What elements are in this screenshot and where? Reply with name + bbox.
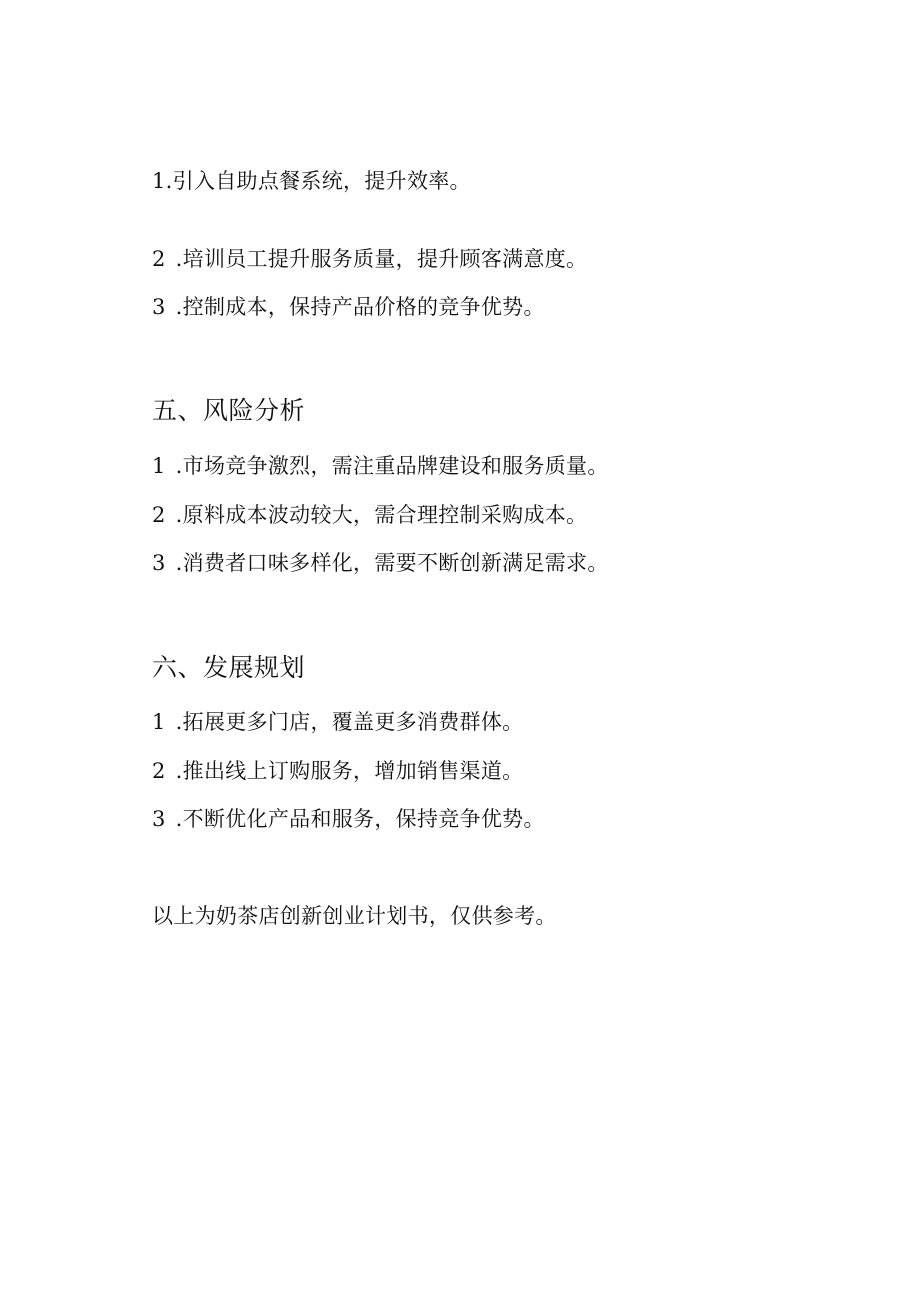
list-item-separator: . — [175, 710, 183, 734]
list-item — [152, 806, 545, 832]
section-heading-development-plan: 六、发展规划 — [152, 653, 306, 682]
list-item-number: 1. — [152, 169, 173, 193]
list-item — [152, 294, 545, 320]
list-item-text: 控制成本，保持产品价格的竞争优势。 — [182, 295, 545, 319]
list-item — [152, 453, 609, 479]
list-item-text: 市场竞争激烈，需注重品牌建设和服务质量。 — [182, 454, 609, 478]
list-item-number: 3 — [152, 295, 166, 319]
list-item-text: 原料成本波动较大，需合理控制采购成本。 — [182, 503, 588, 527]
list-item — [152, 502, 587, 528]
list-item-text: 培训员工提升服务质量，提升顾客满意度。 — [182, 247, 588, 271]
list-item-separator: . — [175, 807, 183, 831]
list-item-separator: . — [175, 454, 183, 478]
list-item-number: 3 — [152, 551, 166, 575]
list-item-text: 消费者口味多样化，需要不断创新满足需求。 — [182, 551, 609, 575]
list-item-separator: . — [175, 551, 183, 575]
list-item-text: 推出线上订购服务，增加销售渠道。 — [182, 759, 524, 783]
list-item — [152, 168, 471, 194]
list-item-number: 2 — [152, 503, 166, 527]
list-item — [152, 758, 523, 784]
list-item — [152, 709, 523, 735]
list-item-separator: . — [175, 247, 183, 271]
list-item-separator: . — [175, 759, 183, 783]
list-item — [152, 550, 609, 576]
list-item-number: 1 — [152, 710, 166, 734]
closing-paragraph: 以上为奶茶店创新创业计划书，仅供参考。 — [152, 904, 557, 928]
list-item-number: 1 — [152, 454, 166, 478]
list-item-number: 2 — [152, 247, 166, 271]
list-item-number: 2 — [152, 759, 166, 783]
list-item-separator: . — [175, 295, 183, 319]
list-item-text: 不断优化产品和服务，保持竞争优势。 — [182, 807, 545, 831]
list-item-text: 拓展更多门店，覆盖更多消费群体。 — [182, 710, 524, 734]
section-heading-risk-analysis: 五、风险分析 — [152, 396, 306, 425]
list-item-text: 引入自助点餐系统，提升效率。 — [172, 169, 471, 193]
list-item — [152, 246, 587, 272]
list-item-separator: . — [175, 503, 183, 527]
list-item-number: 3 — [152, 807, 166, 831]
